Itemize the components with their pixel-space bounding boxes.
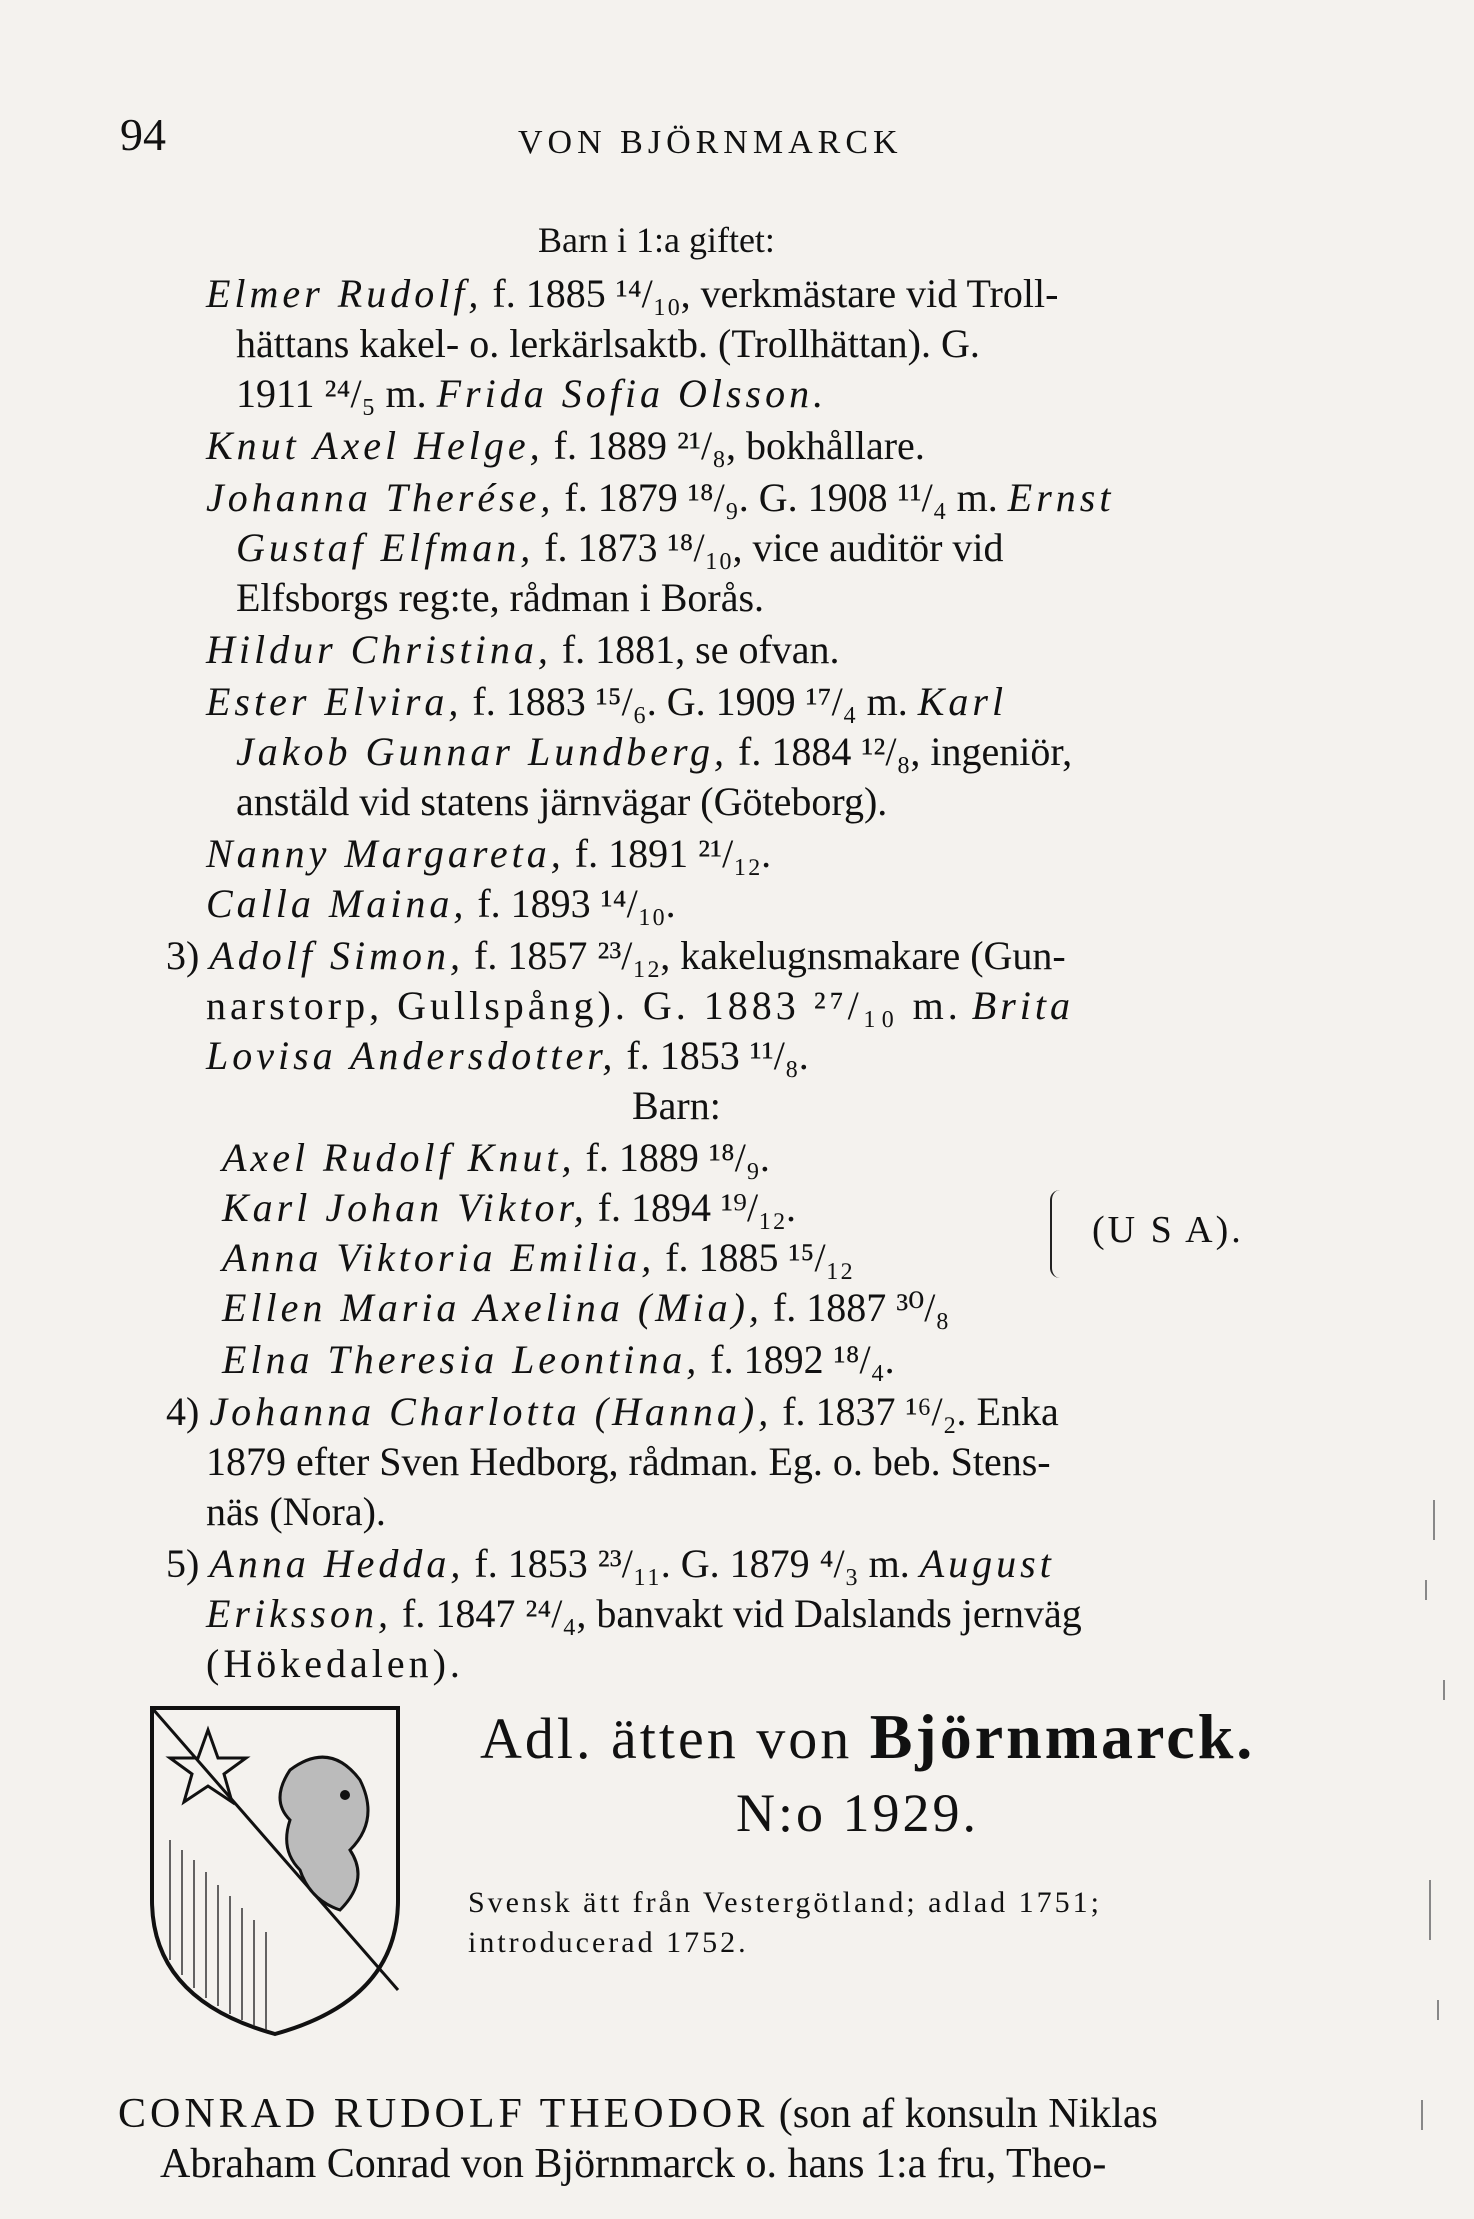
entry-anna-viktoria [222, 1234, 853, 1282]
entry-text: f. 1881, se ofvan. [561, 627, 840, 672]
entry-anna-hedda [166, 1540, 1055, 1588]
family-number: N:o 1929. [736, 1783, 979, 1843]
spouse-name: Brita [971, 983, 1075, 1028]
entry-johanna-therese [206, 474, 1114, 522]
entry-text: 1911 ²⁴/₅ m. [236, 371, 427, 416]
person-name: Knut Axel Helge, [206, 423, 544, 468]
entry-ester [206, 678, 1007, 726]
entry-text: f. 1884 ¹²/₈, ingeniör, [738, 729, 1073, 774]
scan-edge-marks [1364, 0, 1474, 2219]
spouse-name: Frida Sofia Olsson. [436, 371, 828, 416]
entry-text: f. 1885 ¹⁵/₁₂ [665, 1235, 854, 1280]
person-name: Adolf Simon, [209, 933, 464, 978]
entry-number: 4) [166, 1389, 200, 1434]
spouse-name: Ernst [1007, 475, 1115, 520]
conrad-text: (son af konsuln Niklas [778, 2091, 1158, 2137]
page-number: 94 [120, 109, 166, 160]
entry-text: f. 1853 ¹¹/₈. [626, 1033, 809, 1078]
entry-johanna-charlotta-cont2: näs (Nora). [206, 1489, 386, 1534]
entry-text: f. 1889 ¹⁸/₉. [585, 1135, 770, 1180]
spouse-name: Karl [917, 679, 1008, 724]
person-name: Elna Theresia Leontina, [222, 1337, 701, 1382]
entry-johanna-therese-cont [236, 524, 1004, 572]
person-name: Hildur Christina, [206, 627, 552, 672]
children-heading-2: Barn: [632, 1083, 721, 1128]
entry-anna-hedda-cont [206, 1590, 1082, 1638]
entry-hildur [206, 626, 840, 674]
children-heading: Barn i 1:a giftet: [538, 220, 775, 260]
conrad-name: CONRAD RUDOLF THEODOR [118, 2091, 769, 2137]
entry-text: f. 1879 ¹⁸/₉. G. 1908 ¹¹/₄ m. [564, 475, 998, 520]
entry-text: f. 1885 ¹⁴/₁₀, verkmästare vid Troll- [492, 271, 1059, 316]
entry-text: f. 1853 ²³/₁₁. G. 1879 ⁴/₃ m. [474, 1541, 910, 1586]
entry-number: 3) [166, 933, 200, 978]
entry-ester-cont2: anstäld vid statens järnvägar (Göteborg). [236, 779, 888, 824]
spouse-name: Lovisa Andersdotter, [206, 1033, 617, 1078]
entry-elna [222, 1336, 895, 1384]
entry-elmer-cont: hättans kakel- o. lerkärlsaktb. (Trollhättan). G. [236, 321, 980, 366]
family-description-2: introducerad 1752. [468, 1926, 749, 1959]
entry-ester-cont [236, 728, 1072, 776]
person-name: Elmer Rudolf, [206, 271, 483, 316]
entry-anna-hedda-cont2: (Hökedalen). [206, 1641, 464, 1686]
brace-bracket [1050, 1190, 1072, 1278]
entry-nanny [206, 830, 771, 878]
family-description-1: Svensk ätt från Vestergötland; adlad 1751; [468, 1886, 1102, 1919]
spouse-name: August [919, 1541, 1055, 1586]
person-name: Ester Elvira, [206, 679, 463, 724]
spouse-name: Eriksson, [206, 1591, 392, 1636]
entry-elmer-cont2 [236, 370, 827, 418]
entry-johanna-charlotta [166, 1388, 1059, 1436]
family-title-prefix: Adl. ätten von [480, 1706, 853, 1771]
entry-text: f. 1887 ³⁰/₈ [772, 1285, 950, 1330]
person-name: Anna Viktoria Emilia, [222, 1235, 656, 1280]
entry-text: f. 1889 ²¹/₈, bokhållare. [553, 423, 925, 468]
running-title: VON BJÖRNMARCK [518, 124, 903, 161]
conrad-entry [118, 2090, 1158, 2138]
entry-text: f. 1893 ¹⁴/₁₀. [477, 881, 676, 926]
entry-text: narstorp, Gullspång). G. 1883 ²⁷/₁₀ m. [206, 983, 962, 1028]
entry-calla [206, 880, 676, 928]
conrad-entry-cont: Abraham Conrad von Björnmarck o. hans 1:a fru, Theo- [160, 2141, 1107, 2187]
entry-johanna-charlotta-cont: 1879 efter Sven Hedborg, rådman. Eg. o. beb. Stens- [206, 1439, 1051, 1484]
entry-text: f. 1894 ¹⁹/₁₂. [597, 1185, 796, 1230]
entry-knut [206, 422, 925, 470]
entry-elmer [206, 270, 1058, 318]
person-name: Axel Rudolf Knut, [222, 1135, 576, 1180]
entry-text: f. 1883 ¹⁵/₆. G. 1909 ¹⁷/₄ m. [472, 679, 908, 724]
entry-adolf [166, 932, 1066, 980]
entry-johanna-therese-cont2: Elfsborgs reg:te, rådman i Borås. [236, 575, 765, 620]
person-name: Johanna Charlotta (Hanna), [209, 1389, 773, 1434]
entry-text: f. 1891 ²¹/₁₂. [574, 831, 772, 876]
entry-text: f. 1857 ²³/₁₂, kakelugnsmakare (Gun- [474, 933, 1066, 978]
entry-text: f. 1837 ¹⁶/₂. Enka [782, 1389, 1059, 1434]
person-name: Calla Maina, [206, 881, 468, 926]
entry-axel [222, 1134, 770, 1182]
person-name: Karl Johan Viktor, [222, 1185, 588, 1230]
entry-text: f. 1847 ²⁴/₄, banvakt vid Dalslands jernväg [402, 1591, 1082, 1636]
person-name: Nanny Margareta, [206, 831, 565, 876]
entry-text: f. 1873 ¹⁸/₁₀, vice auditör vid [544, 525, 1004, 570]
coat-of-arms-icon [140, 1700, 410, 2040]
entry-text: f. 1892 ¹⁸/₄. [710, 1337, 895, 1382]
entry-karl [222, 1184, 796, 1232]
usa-note: (U S A). [1092, 1209, 1244, 1251]
family-title-name: Björnmarck. [869, 1701, 1256, 1772]
person-name: Ellen Maria Axelina (Mia), [222, 1285, 763, 1330]
entry-number: 5) [166, 1541, 200, 1586]
spouse-name: Jakob Gunnar Lundberg, [236, 729, 729, 774]
entry-adolf-cont2 [206, 1032, 809, 1080]
person-name: Anna Hedda, [209, 1541, 465, 1586]
entry-adolf-cont [206, 982, 1074, 1030]
spouse-name: Gustaf Elfman, [236, 525, 535, 570]
person-name: Johanna Therése, [206, 475, 555, 520]
entry-ellen [222, 1284, 949, 1332]
family-title [480, 1700, 1255, 1774]
